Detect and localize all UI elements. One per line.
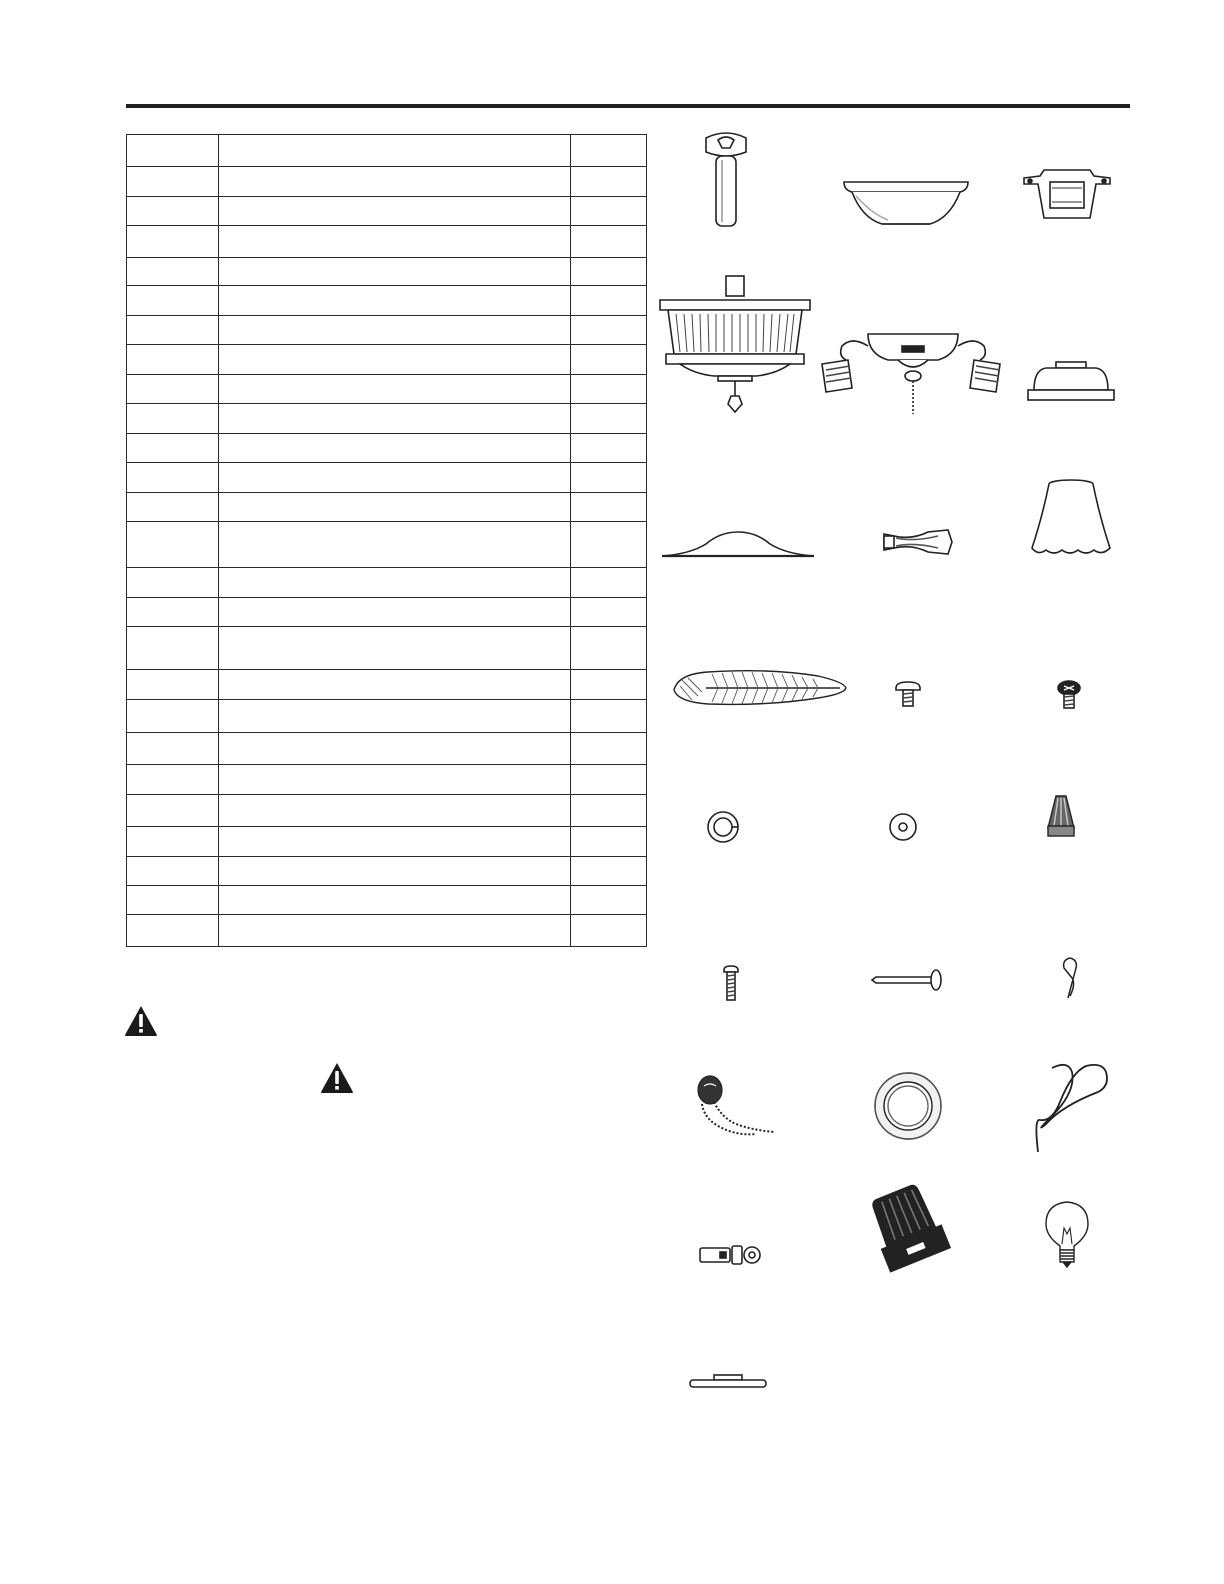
table-cell bbox=[571, 827, 647, 857]
table-cell bbox=[571, 434, 647, 463]
switch-housing-cap-icon bbox=[1026, 360, 1116, 406]
clevis-pin-icon bbox=[870, 968, 944, 992]
table-cell bbox=[219, 598, 571, 627]
machine-screw-icon bbox=[722, 964, 740, 1002]
table-row bbox=[127, 167, 647, 197]
table-cell bbox=[219, 404, 571, 434]
glass-bowl-icon bbox=[660, 526, 816, 562]
mounting-bracket-icon bbox=[1022, 166, 1112, 228]
wire-nut-icon bbox=[1044, 794, 1078, 838]
table-cell bbox=[127, 404, 219, 434]
safety-cable-icon bbox=[1032, 1062, 1112, 1156]
cap-plate-icon bbox=[688, 1374, 768, 1390]
table-cell bbox=[571, 795, 647, 827]
table-cell bbox=[571, 568, 647, 598]
table-cell bbox=[219, 345, 571, 375]
table-row bbox=[127, 915, 647, 947]
table-row bbox=[127, 733, 647, 765]
table-cell bbox=[127, 375, 219, 404]
table-cell bbox=[571, 167, 647, 197]
table-cell bbox=[127, 493, 219, 522]
column-header bbox=[219, 135, 571, 167]
table-row bbox=[127, 197, 647, 226]
warning-triangle-icon bbox=[320, 1062, 354, 1094]
large-wire-connector-icon bbox=[862, 1184, 954, 1274]
table-cell bbox=[219, 375, 571, 404]
table-cell bbox=[219, 915, 571, 947]
light-bulb-icon bbox=[1042, 1200, 1092, 1270]
table-row bbox=[127, 827, 647, 857]
table-cell bbox=[571, 627, 647, 670]
table-cell bbox=[219, 167, 571, 197]
table-row bbox=[127, 627, 647, 670]
table-cell bbox=[127, 886, 219, 915]
table-cell bbox=[571, 404, 647, 434]
table-cell bbox=[127, 316, 219, 345]
table-cell bbox=[127, 345, 219, 375]
blade-screw-icon bbox=[894, 680, 922, 710]
table-cell bbox=[127, 915, 219, 947]
table-row bbox=[127, 795, 647, 827]
motor-housing-icon bbox=[656, 276, 814, 418]
table-row bbox=[127, 670, 647, 700]
table-row bbox=[127, 700, 647, 733]
coupler-nut-icon bbox=[698, 1242, 762, 1268]
table-cell bbox=[219, 733, 571, 765]
table-cell bbox=[571, 463, 647, 493]
table-cell bbox=[219, 522, 571, 568]
table-cell bbox=[219, 670, 571, 700]
table-row bbox=[127, 886, 647, 915]
column-header bbox=[571, 135, 647, 167]
table-cell bbox=[219, 857, 571, 886]
table-cell bbox=[571, 345, 647, 375]
table-cell bbox=[219, 765, 571, 795]
downrod-icon bbox=[696, 130, 756, 230]
fan-blade-icon bbox=[668, 666, 850, 712]
table-cell bbox=[127, 857, 219, 886]
table-cell bbox=[127, 258, 219, 286]
table-cell bbox=[219, 197, 571, 226]
table-cell bbox=[571, 886, 647, 915]
table-cell bbox=[127, 434, 219, 463]
table-cell bbox=[127, 167, 219, 197]
header-rule bbox=[126, 104, 1130, 108]
table-row bbox=[127, 598, 647, 627]
table-row bbox=[127, 404, 647, 434]
table-cell bbox=[219, 463, 571, 493]
light-fixture-icon bbox=[818, 330, 1008, 420]
table-row bbox=[127, 226, 647, 258]
table-cell bbox=[571, 765, 647, 795]
table-cell bbox=[127, 827, 219, 857]
table-cell bbox=[219, 226, 571, 258]
table-cell bbox=[127, 670, 219, 700]
table-cell bbox=[127, 700, 219, 733]
rubber-grommet-icon bbox=[872, 1070, 944, 1142]
pull-chain-icon bbox=[696, 1074, 778, 1140]
table-cell bbox=[219, 434, 571, 463]
table-row bbox=[127, 258, 647, 286]
table-row bbox=[127, 568, 647, 598]
table-cell bbox=[219, 795, 571, 827]
table-cell bbox=[127, 795, 219, 827]
table-row bbox=[127, 463, 647, 493]
table-cell bbox=[219, 286, 571, 316]
table-cell bbox=[571, 733, 647, 765]
table-cell bbox=[571, 197, 647, 226]
table-cell bbox=[127, 733, 219, 765]
table-cell bbox=[127, 197, 219, 226]
table-cell bbox=[219, 886, 571, 915]
table-cell bbox=[127, 568, 219, 598]
blade-arm-icon bbox=[878, 524, 954, 560]
table-cell bbox=[219, 258, 571, 286]
table-cell bbox=[127, 226, 219, 258]
table-row bbox=[127, 434, 647, 463]
table-cell bbox=[571, 226, 647, 258]
bracket-screw-icon bbox=[1056, 680, 1082, 712]
column-header bbox=[127, 135, 219, 167]
table-cell bbox=[127, 598, 219, 627]
table-cell bbox=[571, 598, 647, 627]
lock-washer-icon bbox=[706, 810, 740, 844]
table-row bbox=[127, 345, 647, 375]
warning-triangle-icon bbox=[124, 1005, 158, 1037]
table-cell bbox=[571, 915, 647, 947]
table-header-row bbox=[127, 135, 647, 167]
table-cell bbox=[127, 463, 219, 493]
table-cell bbox=[127, 627, 219, 670]
table-cell bbox=[571, 316, 647, 345]
table-row bbox=[127, 286, 647, 316]
table-row bbox=[127, 493, 647, 522]
table-row bbox=[127, 375, 647, 404]
table-cell bbox=[219, 827, 571, 857]
table-cell bbox=[571, 670, 647, 700]
table-cell bbox=[219, 627, 571, 670]
table-row bbox=[127, 522, 647, 568]
table-cell bbox=[571, 857, 647, 886]
table-row bbox=[127, 857, 647, 886]
table-cell bbox=[219, 568, 571, 598]
table-cell bbox=[219, 493, 571, 522]
table-cell bbox=[571, 258, 647, 286]
flat-washer-icon bbox=[888, 812, 918, 842]
table-cell bbox=[571, 493, 647, 522]
table-cell bbox=[571, 700, 647, 733]
table-row bbox=[127, 765, 647, 795]
cotter-pin-icon bbox=[1058, 956, 1082, 1002]
table-cell bbox=[127, 522, 219, 568]
table-row bbox=[127, 316, 647, 345]
table-cell bbox=[127, 286, 219, 316]
table-cell bbox=[571, 375, 647, 404]
table-cell bbox=[571, 286, 647, 316]
table-cell bbox=[127, 765, 219, 795]
table-cell bbox=[219, 316, 571, 345]
table-cell bbox=[571, 522, 647, 568]
glass-shade-icon bbox=[1028, 478, 1114, 558]
table-cell bbox=[219, 700, 571, 733]
canopy-icon bbox=[842, 178, 970, 230]
parts-list-table bbox=[126, 134, 647, 947]
